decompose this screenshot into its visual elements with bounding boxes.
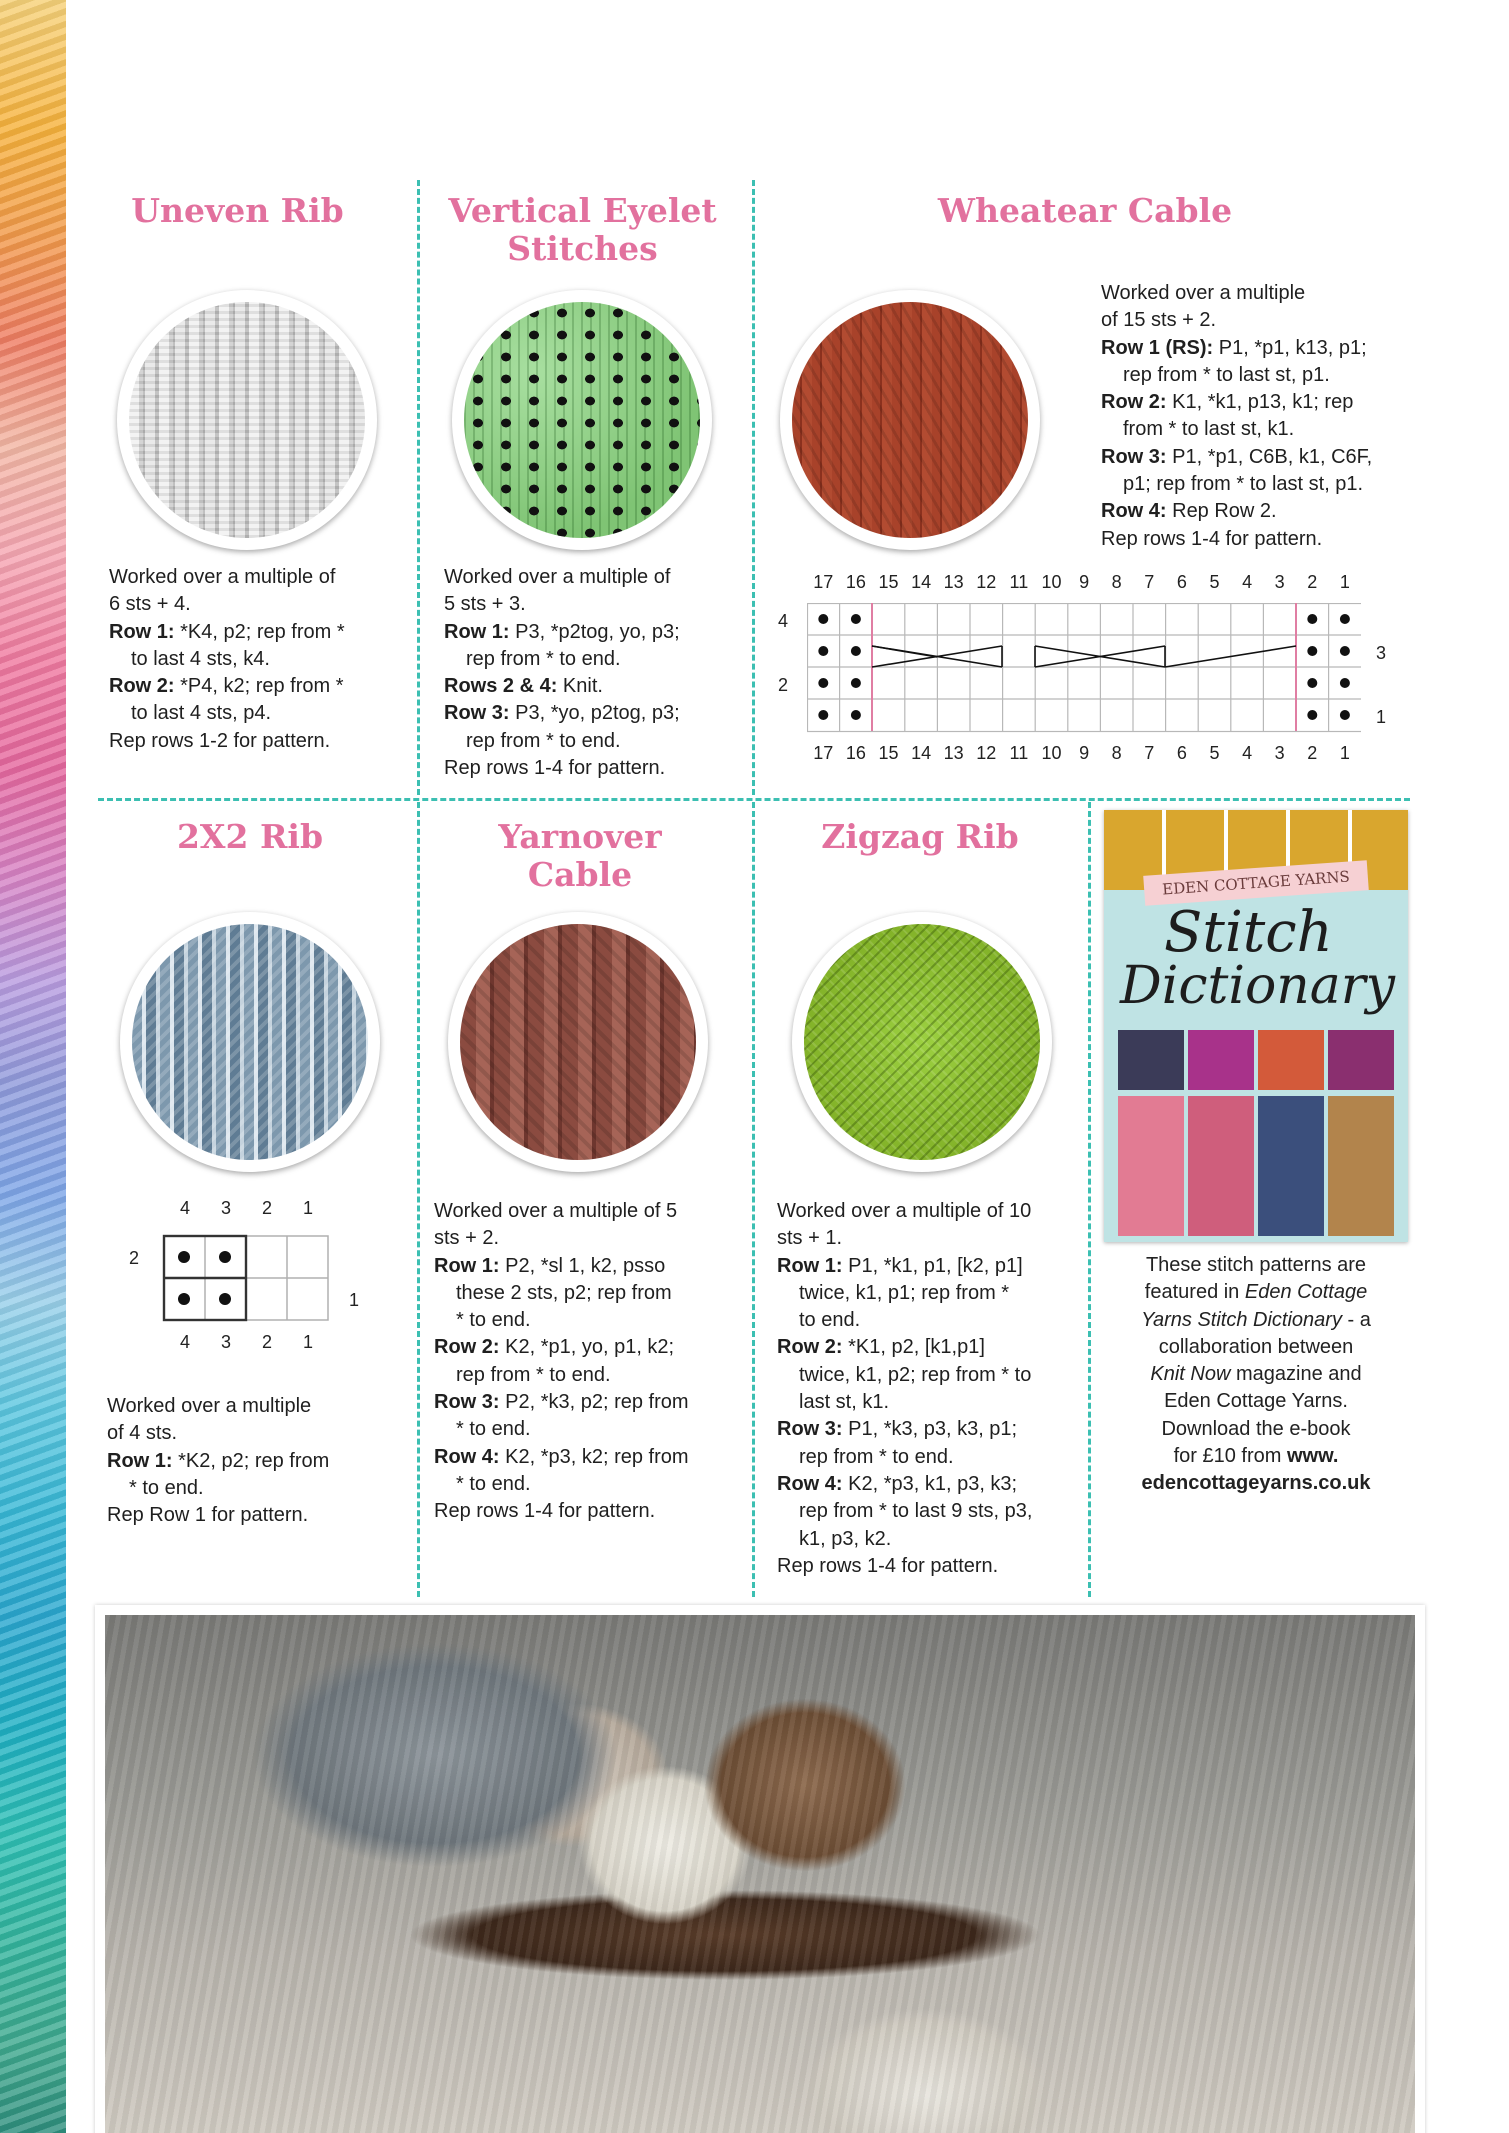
vertical-eyelet-title-line2: Stitches [507, 229, 658, 268]
promo-url-part2[interactable]: edencottageyarns.co.uk [1141, 1472, 1371, 1495]
instruction-line: Row 2: K1, *k1, p13, k1; rep [1101, 391, 1354, 414]
instruction-line: rep from * to end. [456, 1363, 611, 1386]
instruction-line: Worked over a multiple [1101, 282, 1306, 304]
book-title-line1: Stitch [1164, 900, 1333, 965]
chart-col-label: 2 [1307, 572, 1318, 592]
instruction-line: Row 1: P1, *k1, p1, [k2, p1] [777, 1254, 1023, 1277]
promo-text: These stitch patterns are featured in Eden Cottage Yarns Stitch Dictionary - a collaboration between Knit Now magazine and Eden Cottage Yarns. Download the e-book for £10 from www. edencottageyarns.co.uk [1141, 1254, 1371, 1495]
chart-col-label: 16 [845, 743, 866, 763]
chart-col-label: 2 [1307, 743, 1318, 763]
column-divider [417, 180, 420, 795]
instruction-line: sts + 1. [777, 1227, 843, 1250]
instruction-line: Row 4: K2, *p3, k2; rep from [434, 1445, 689, 1468]
instruction-line: k1, p3, k2. [799, 1527, 892, 1550]
instruction-line: Row 4: Rep Row 2. [1101, 500, 1277, 523]
instruction-line: Row 4: K2, *p3, k1, p3, k3; [777, 1472, 1018, 1495]
instruction-line: last st, k1. [799, 1391, 890, 1414]
chart-col-label: 4 [179, 1332, 190, 1352]
instruction-line: 6 sts + 4. [109, 593, 191, 616]
uneven-rib-swatch [117, 290, 377, 550]
instruction-line: * to end. [456, 1309, 531, 1332]
chart-col-label: 8 [1111, 572, 1122, 592]
book-title-line2: Dictionary [1120, 956, 1396, 1016]
instruction-line: Row 1: P2, *sl 1, k2, psso [434, 1254, 666, 1277]
chart-col-label: 1 [302, 1198, 313, 1218]
instruction-line: twice, k1, p1; rep from * [799, 1281, 1010, 1304]
chart-col-label: 12 [976, 743, 997, 763]
chart-col-label: 2 [261, 1198, 272, 1218]
chart-col-label: 8 [1111, 743, 1122, 763]
chart-col-label: 3 [1274, 572, 1285, 592]
vertical-eyelet-title [440, 192, 725, 268]
instruction-line: Row 1: P3, *p2tog, yo, p3; [444, 620, 680, 643]
yarnover-cable-title-line1: Yarnover [498, 817, 662, 856]
instruction-line: to last 4 sts, k4. [131, 647, 270, 670]
purl-dot [818, 646, 828, 656]
chart-col-label: 17 [813, 743, 834, 763]
chart-col-label: 12 [976, 572, 997, 592]
chart-col-label: 1 [1339, 743, 1350, 763]
purl-dot [1340, 678, 1350, 688]
chart-col-label: 4 [1242, 743, 1253, 763]
chart-row-label: 4 [777, 611, 788, 631]
instruction-line: Rep Row 1 for pattern. [107, 1504, 309, 1527]
column-divider [752, 802, 755, 1597]
instruction-line: from * to last st, k1. [1123, 418, 1295, 441]
instruction-line: Worked over a multiple of 5 [434, 1200, 678, 1222]
purl-dot [1340, 646, 1350, 656]
chart-row-label: 1 [348, 1290, 359, 1310]
chart-col-label: 3 [220, 1332, 231, 1352]
purl-dot [851, 710, 861, 720]
book-brand: EDEN COTTAGE YARNS [1143, 860, 1369, 906]
purl-dot [818, 678, 828, 688]
chart-col-label: 1 [1339, 572, 1350, 592]
instruction-line: to end. [799, 1309, 861, 1332]
instruction-line: Worked over a multiple of 10 [777, 1200, 1032, 1222]
chart-col-label: 10 [1041, 572, 1062, 592]
instruction-line: * to end. [456, 1472, 531, 1495]
chart-col-label: 5 [1209, 572, 1220, 592]
instruction-line: twice, k1, p2; rep from * to [799, 1363, 1032, 1386]
purl-dot [1307, 614, 1317, 624]
chart-col-label: 7 [1144, 572, 1155, 592]
stitch-dictionary-book-cover [1104, 810, 1408, 1242]
purl-dot [851, 646, 861, 656]
purl-dot [818, 614, 828, 624]
instruction-line: rep from * to end. [466, 729, 621, 752]
instruction-line: Row 1 (RS): P1, *p1, k13, p1; [1101, 336, 1367, 359]
chart-col-label: 14 [911, 572, 932, 592]
chart-col-label: 9 [1079, 572, 1090, 592]
chart-col-label: 11 [1009, 743, 1029, 763]
instruction-line: rep from * to last st, p1. [1123, 363, 1330, 386]
chart-col-label: 15 [878, 572, 899, 592]
instruction-line: Row 3: P3, *yo, p2tog, p3; [444, 702, 680, 725]
column-divider [417, 802, 420, 1597]
instruction-line: Row 1: *K4, p2; rep from * [109, 620, 345, 643]
instruction-line: Row 3: P2, *k3, p2; rep from [434, 1391, 689, 1414]
purl-dot [851, 678, 861, 688]
instruction-line: Row 2: *P4, k2; rep from * [109, 675, 344, 698]
instruction-line: Row 1: *K2, p2; rep from [107, 1449, 330, 1472]
instruction-line: Row 3: P1, *p1, C6B, k1, C6F, [1101, 445, 1373, 468]
instruction-line: Rep rows 1-4 for pattern. [444, 757, 666, 780]
wheatear-cable-title: Wheatear Cable [937, 191, 1233, 230]
vertical-eyelet-swatch [452, 290, 712, 550]
chart-col-label: 6 [1176, 572, 1187, 592]
instruction-line: Worked over a multiple [107, 1395, 312, 1417]
promo-url-part1[interactable]: www. [1286, 1445, 1339, 1468]
instruction-line: * to end. [456, 1418, 531, 1441]
purl-dot [1340, 614, 1350, 624]
purl-dot [818, 710, 828, 720]
instruction-line: these 2 sts, p2; rep from [456, 1281, 672, 1304]
instruction-line: rep from * to end. [799, 1445, 954, 1468]
column-divider [752, 180, 755, 795]
zigzag-rib-swatch [792, 912, 1052, 1172]
chart-col-label: 1 [302, 1332, 313, 1352]
instruction-line: of 15 sts + 2. [1101, 309, 1217, 332]
chart-col-label: 4 [179, 1198, 190, 1218]
chart-col-label: 5 [1209, 743, 1220, 763]
instruction-line: rep from * to last 9 sts, p3, [799, 1500, 1033, 1523]
purl-dot [1340, 710, 1350, 720]
chart-col-label: 10 [1041, 743, 1062, 763]
yarnover-cable-instructions [434, 1198, 750, 1526]
chart-col-label: 13 [943, 572, 964, 592]
chart-col-label: 17 [813, 572, 834, 592]
chart-col-label: 13 [943, 743, 964, 763]
rib-2x2-title: 2X2 Rib [176, 817, 324, 856]
instruction-line: Row 2: *K1, p2, [k1,p1] [777, 1336, 985, 1359]
instruction-line: Rows 2 & 4: Knit. [444, 675, 603, 698]
chart-col-label: 3 [220, 1198, 231, 1218]
purl-dot [1307, 646, 1317, 656]
chart-col-label: 16 [845, 572, 866, 592]
chart-row-label: 3 [1375, 643, 1386, 663]
row-divider [98, 798, 1410, 801]
instruction-line: rep from * to end. [466, 647, 621, 670]
chart-row-label: 2 [128, 1248, 139, 1268]
yarnover-cable-swatch [448, 912, 708, 1172]
wheatear-cable-swatch [780, 290, 1040, 550]
vertical-eyelet-instructions [444, 564, 744, 782]
chart-col-label: 2 [261, 1332, 272, 1352]
rib-2x2-chart-grid [162, 1234, 332, 1322]
instruction-line: * to end. [129, 1476, 204, 1499]
wheatear-chart-grid [807, 603, 1361, 735]
instruction-line: Worked over a multiple of [444, 566, 671, 588]
chart-row-label: 2 [777, 675, 788, 695]
chart-col-label: 6 [1176, 743, 1187, 763]
chart-col-label: 11 [1009, 572, 1029, 592]
uneven-rib-title: Uneven Rib [131, 191, 344, 230]
chart-col-label: 9 [1079, 743, 1090, 763]
chart-col-label: 15 [878, 743, 899, 763]
chart-col-label: 3 [1274, 743, 1285, 763]
zigzag-rib-instructions [777, 1198, 1089, 1580]
chart-col-label: 7 [1144, 743, 1155, 763]
instruction-line: Rep rows 1-4 for pattern. [777, 1554, 999, 1577]
yarn-border-image [0, 0, 66, 2133]
instruction-line: Worked over a multiple of [109, 566, 336, 588]
rib-2x2-instructions [107, 1393, 407, 1529]
instruction-line: of 4 sts. [107, 1422, 178, 1445]
instruction-line: to last 4 sts, p4. [131, 702, 272, 725]
wheatear-cable-instructions [1101, 280, 1411, 553]
chart-row-label: 1 [1375, 707, 1386, 727]
purl-dot [851, 614, 861, 624]
purl-dot [1307, 710, 1317, 720]
yarnover-cable-title-line2: Cable [527, 855, 633, 894]
instruction-line: Rep rows 1-4 for pattern. [1101, 527, 1323, 550]
instruction-line: Row 3: P1, *k3, p3, k3, p1; [777, 1418, 1018, 1441]
yarnover-cable-title [440, 818, 720, 894]
instruction-line: Rep rows 1-4 for pattern. [434, 1500, 656, 1523]
instruction-line: Row 2: K2, *p1, yo, p1, k2; [434, 1336, 675, 1359]
vertical-eyelet-title-line1: Vertical Eyelet [448, 191, 717, 230]
chart-col-label: 14 [911, 743, 932, 763]
rib-2x2-swatch [120, 912, 380, 1172]
instruction-line: sts + 2. [434, 1227, 500, 1250]
instruction-line: p1; rep from * to last st, p1. [1123, 473, 1364, 496]
yarn-basket-photo [95, 1605, 1425, 2133]
instruction-line: Rep rows 1-2 for pattern. [109, 729, 331, 752]
zigzag-rib-title: Zigzag Rib [821, 817, 1019, 856]
uneven-rib-instructions [109, 564, 409, 755]
purl-dot [1307, 678, 1317, 688]
chart-col-label: 4 [1242, 572, 1253, 592]
instruction-line: 5 sts + 3. [444, 593, 526, 616]
